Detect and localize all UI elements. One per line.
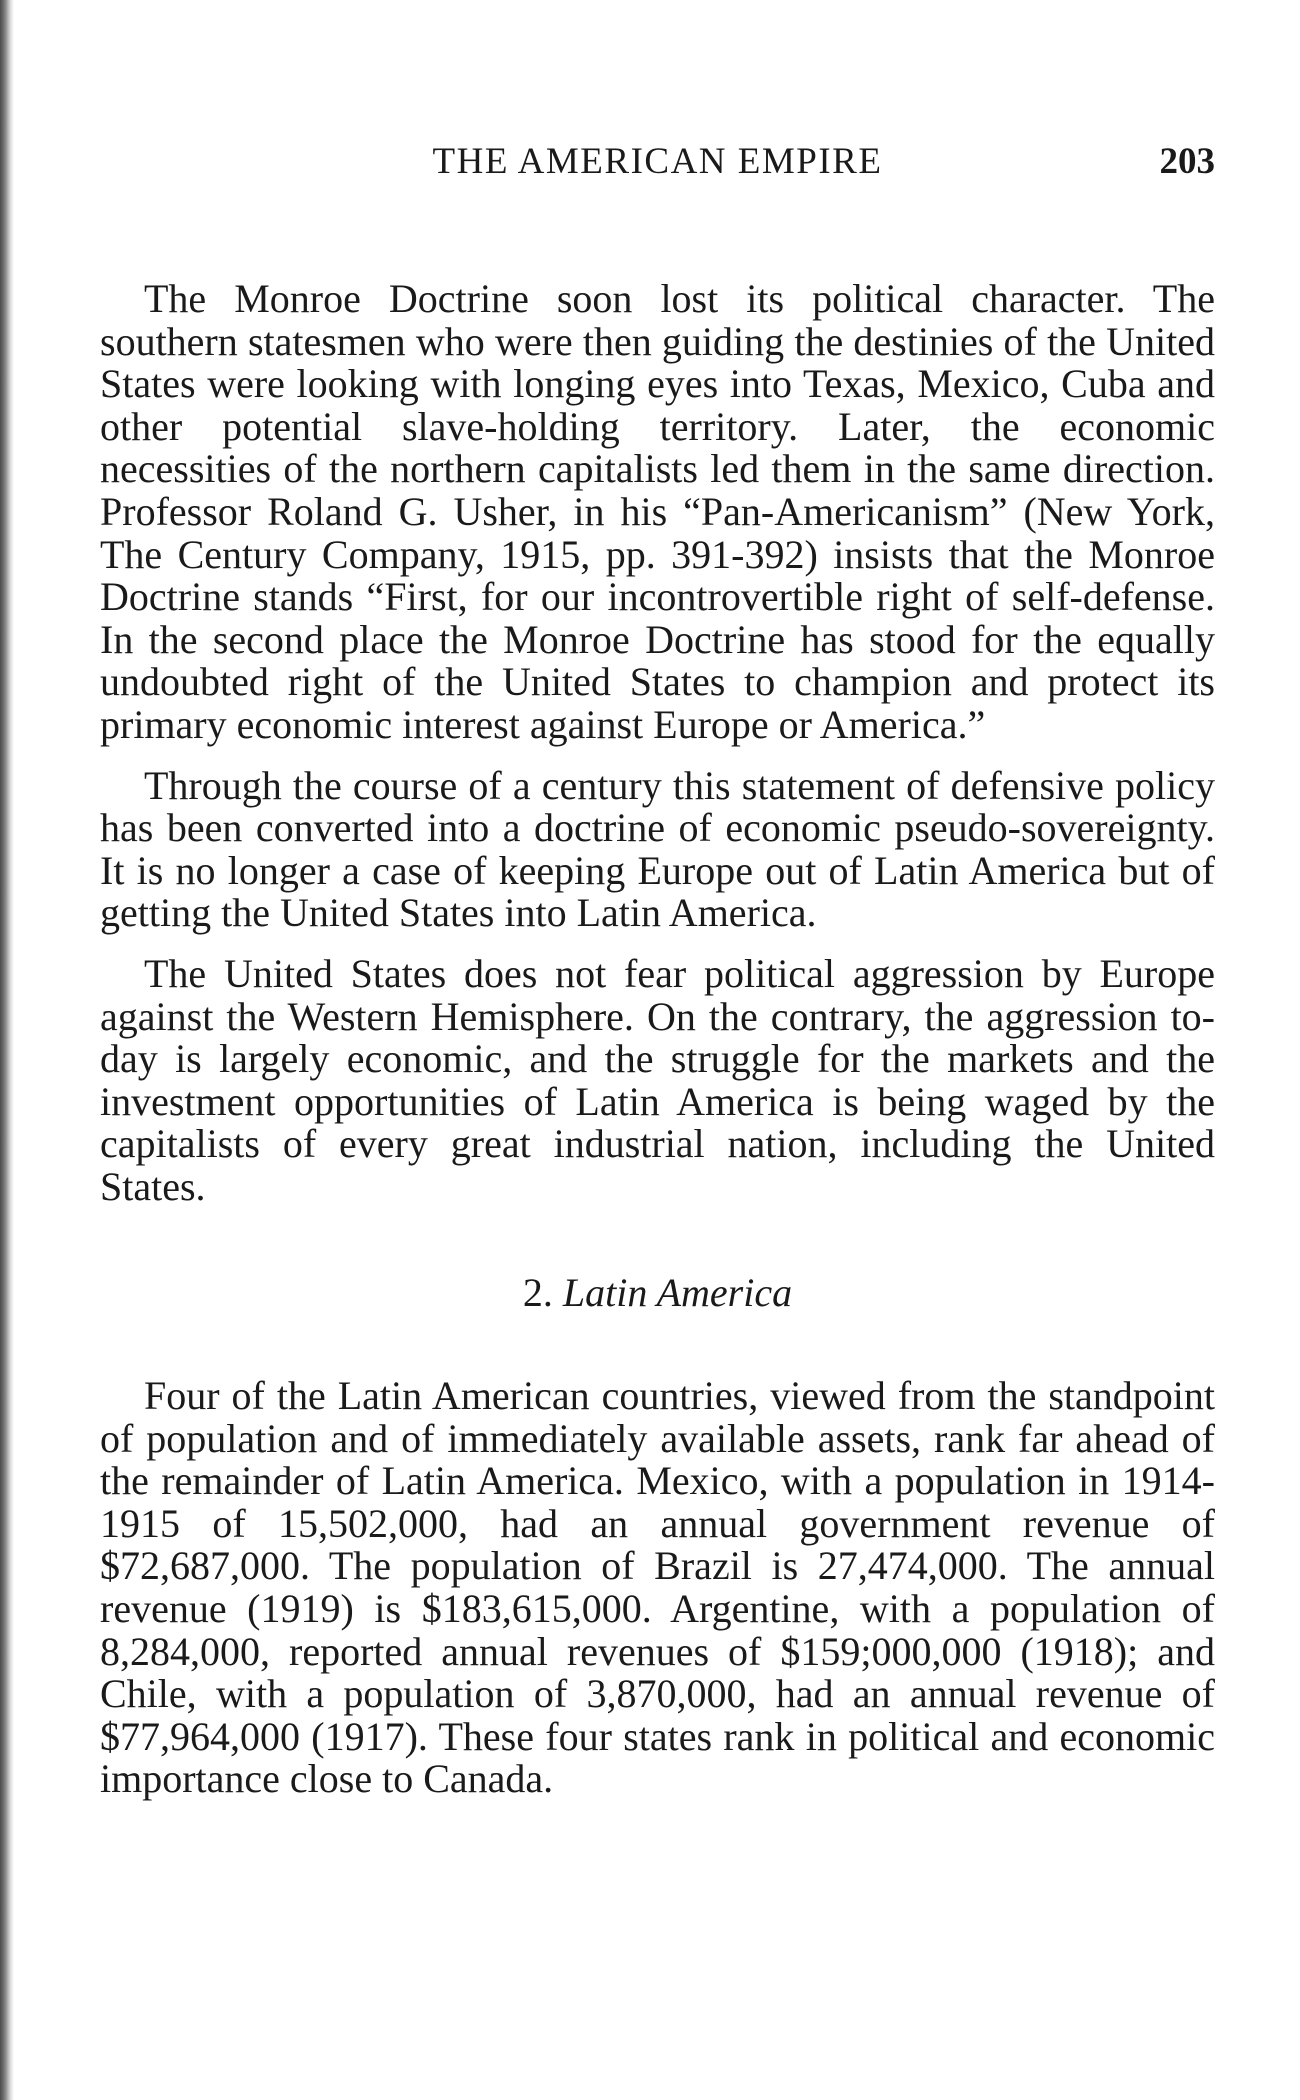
paragraph: Four of the Latin American countries, viewed from the standpoint of population and of immediately available assets, rank far ahead of the remainder of Latin America. Mexico, with a population in 1914-1915 of 15,502,000, had an annual government revenue of $72,687,000. The population of Brazil is 27,474,000. The annual revenue (1919) is $183,615,000. Argentine, with a population of 8,284,000, reported annual revenues of $159;000,000 (1918); and Chile, with a population of 3,870,000, had an annual revenue of $77,964,000 (1917). These four states rank in political and economic importance close to Canada. xyxy=(100,1373,1215,1802)
section-number: 2. xyxy=(522,1270,553,1316)
section-title: Latin America xyxy=(562,1270,793,1316)
body-text xyxy=(100,278,1215,1801)
page-binding-edge xyxy=(0,0,14,2100)
section-heading xyxy=(100,1272,1215,1315)
page-number: 203 xyxy=(1159,141,1215,182)
book-page xyxy=(100,140,1215,1819)
running-head xyxy=(100,140,1215,200)
paragraph: Through the course of a century this statement of defensive policy has been converted into a doctrine of economic pseudo-sovereignty. It is no longer a case of keeping Europe out of Latin America but of getting the United States into Latin America. xyxy=(100,762,1215,936)
running-head-title: THE AMERICAN EMPIRE xyxy=(432,141,883,182)
paragraph: The Monroe Doctrine soon lost its political character. The southern statesmen who were then guiding the destinies of the United States were looking with longing eyes into Texas, Mexico, Cuba and other potential slave-holding territory. Later, the economic necessities of the northern capitalists led them in the same direction. Professor Roland G. Usher, in his “Pan-Americanism” (New York, The Century Company, 1915, pp. 391-392) insists that the Monroe Doctrine stands “First, for our incontrovertible right of self-defense. In the second place the Monroe Doctrine has stood for the equally undoubted right of the United States to champion and protect its primary economic interest against Europe or America.” xyxy=(100,276,1215,747)
paragraph: The United States does not fear political aggression by Europe against the Western Hemisphere. On the contrary, the aggression to-day is largely economic, and the struggle for the markets and the investment opportunities of Latin America is being waged by the capitalists of every great industrial nation, including the United States. xyxy=(100,950,1215,1209)
